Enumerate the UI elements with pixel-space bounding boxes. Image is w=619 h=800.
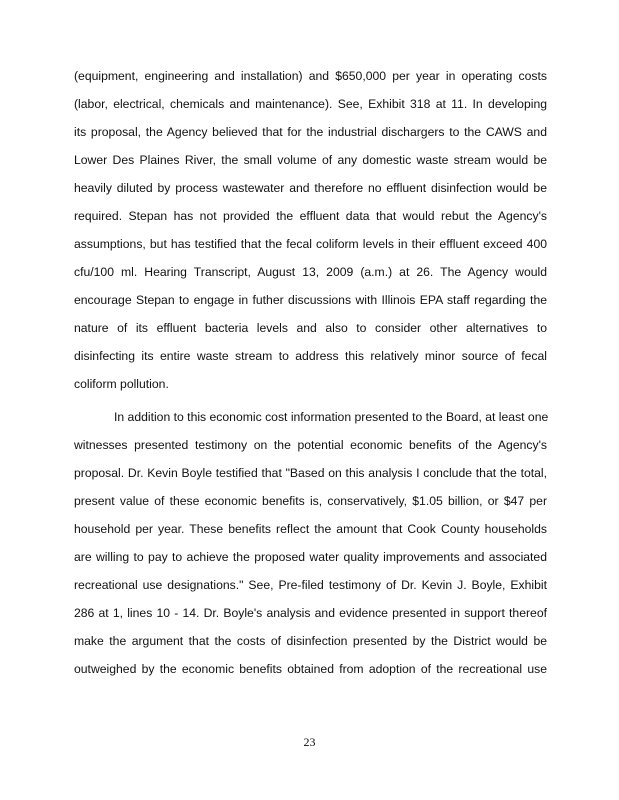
text-line: its proposal, the Agency believed that for the industrial dischargers to the CAWS and <box>74 125 547 139</box>
text-line: required. Stepan has not provided the effluent data that would rebut the Agency's <box>74 209 547 223</box>
text-line: proposal. Dr. Kevin Boyle testified that "Based on this analysis I conclude that the total, <box>74 466 547 480</box>
text-line: heavily diluted by process wastewater and therefore no effluent disinfection would be <box>74 181 547 195</box>
text-line: recreational use designations." See, Pre-filed testimony of Dr. Kevin J. Boyle, Exhibit <box>74 578 547 592</box>
text-line: witnesses presented testimony on the potential economic benefits of the Agency's <box>74 438 547 452</box>
text-line: coliform pollution. <box>74 377 169 391</box>
text-line: disinfecting its entire waste stream to address this relatively minor source of fecal <box>74 349 547 363</box>
text-line: (labor, electrical, chemicals and maintenance). See, Exhibit 318 at 11. In developing <box>74 97 547 111</box>
text-line: outweighed by the economic benefits obtained from adoption of the recreational use <box>74 662 547 676</box>
text-line: cfu/100 ml. Hearing Transcript, August 13, 2009 (a.m.) at 26. The Agency would <box>74 265 547 279</box>
text-line: are willing to pay to achieve the proposed water quality improvements and associated <box>74 550 547 564</box>
text-line: 286 at 1, lines 10 - 14. Dr. Boyle's analysis and evidence presented in support thereof <box>74 606 547 620</box>
text-line: assumptions, but has testified that the fecal coliform levels in their effluent exceed 400 <box>74 237 547 251</box>
text-line: nature of its effluent bacteria levels and also to consider other alternatives to <box>74 321 547 335</box>
text-line: household per year. These benefits reflect the amount that Cook County households <box>74 522 547 536</box>
text-line: make the argument that the costs of disinfection presented by the District would be <box>74 634 547 648</box>
text-line: Lower Des Plaines River, the small volume of any domestic waste stream would be <box>74 153 547 167</box>
text-line: encourage Stepan to engage in futher discussions with Illinois EPA staff regarding the <box>74 293 547 307</box>
text-line: In addition to this economic cost information presented to the Board, at least one <box>114 410 549 424</box>
text-line: (equipment, engineering and installation) and $650,000 per year in operating costs <box>74 69 547 83</box>
page-number: 23 <box>303 735 316 749</box>
text-line: present value of these economic benefits is, conservatively, $1.05 billion, or $47 per <box>74 494 547 508</box>
